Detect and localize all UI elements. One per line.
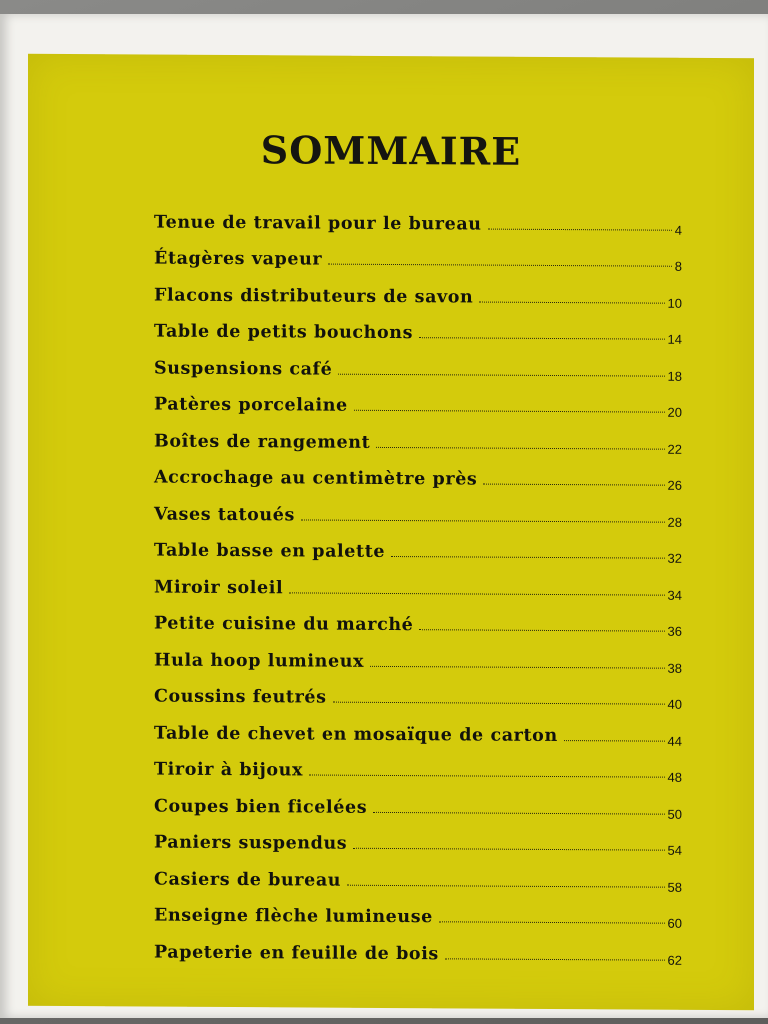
toc-page-number: 4 xyxy=(674,222,682,238)
toc-entry xyxy=(154,634,682,674)
dotted-leader xyxy=(479,300,664,303)
dotted-leader xyxy=(391,555,664,559)
toc-entry-label: Enseigne flèche lumineuse xyxy=(154,905,433,928)
toc-entry xyxy=(154,232,682,272)
toc-entry xyxy=(154,853,682,893)
toc-entry xyxy=(154,889,682,929)
book-page xyxy=(0,14,768,1018)
toc-entry-label: Casiers de bureau xyxy=(154,869,342,891)
yellow-panel xyxy=(28,54,754,1010)
dotted-leader xyxy=(301,518,665,522)
toc-entry xyxy=(154,269,682,309)
toc-entry xyxy=(154,488,682,528)
table-of-contents xyxy=(154,196,682,966)
toc-entry-label: Coussins feutrés xyxy=(154,686,327,708)
dotted-leader xyxy=(347,883,664,887)
toc-entry xyxy=(154,305,682,345)
toc-page-number: 38 xyxy=(667,660,682,676)
toc-page-number: 10 xyxy=(667,295,682,311)
toc-page-number: 8 xyxy=(674,258,682,274)
dotted-leader xyxy=(419,628,664,631)
toc-entry-label: Table de chevet en mosaïque de carton xyxy=(154,723,558,746)
toc-page-number: 50 xyxy=(667,806,682,822)
toc-entry-label: Accrochage au centimètre près xyxy=(154,467,478,490)
dotted-leader xyxy=(439,920,665,923)
toc-page-number: 14 xyxy=(667,331,682,347)
dotted-leader xyxy=(338,372,664,376)
toc-entry-label: Table de petits bouchons xyxy=(154,321,414,344)
toc-entry xyxy=(154,342,682,382)
toc-entry-label: Tiroir à bijoux xyxy=(154,759,303,781)
toc-entry xyxy=(154,816,682,856)
toc-entry-label: Coupes bien ficelées xyxy=(154,796,368,818)
toc-entry xyxy=(154,196,682,236)
toc-entry xyxy=(154,670,682,710)
toc-page-number: 44 xyxy=(667,733,682,749)
toc-entry xyxy=(154,707,682,747)
dotted-leader xyxy=(353,847,664,851)
dotted-leader xyxy=(376,445,664,449)
toc-entry xyxy=(154,561,682,601)
toc-entry-label: Table basse en palette xyxy=(154,540,386,562)
page-title: SOMMAIRE xyxy=(260,127,522,174)
toc-entry xyxy=(154,451,682,491)
dotted-leader xyxy=(373,810,664,814)
toc-entry xyxy=(154,378,682,418)
toc-page-number: 34 xyxy=(667,587,682,603)
toc-page-number: 18 xyxy=(667,368,682,384)
toc-page-number: 36 xyxy=(667,623,682,639)
toc-page-number: 26 xyxy=(667,477,682,493)
toc-entry-label: Paniers suspendus xyxy=(154,832,348,854)
dotted-leader xyxy=(333,701,665,705)
toc-page-number: 58 xyxy=(667,879,682,895)
toc-entry-label: Hula hoop lumineux xyxy=(154,650,365,672)
toc-page-number: 22 xyxy=(667,441,682,457)
toc-entry-label: Papeterie en feuille de bois xyxy=(154,942,439,964)
toc-entry-label: Petite cuisine du marché xyxy=(154,613,414,636)
dotted-leader xyxy=(488,227,672,230)
toc-page-number: 62 xyxy=(667,952,682,968)
toc-page-number: 40 xyxy=(667,696,682,712)
dotted-leader xyxy=(419,336,664,339)
toc-entry-label: Patères porcelaine xyxy=(154,394,348,416)
toc-entry xyxy=(154,415,682,455)
dotted-leader xyxy=(328,263,672,267)
dotted-leader xyxy=(309,773,665,777)
toc-page-number: 28 xyxy=(667,514,682,530)
toc-entry-label: Tenue de travail pour le bureau xyxy=(154,212,482,235)
dotted-leader xyxy=(370,664,664,668)
toc-entry xyxy=(154,780,682,820)
toc-entry-label: Étagères vapeur xyxy=(154,248,323,270)
toc-page-number: 54 xyxy=(667,842,682,858)
toc-page-number: 48 xyxy=(667,769,682,785)
toc-entry xyxy=(154,524,682,564)
dotted-leader xyxy=(289,591,664,595)
toc-entry xyxy=(154,597,682,637)
toc-page-number: 32 xyxy=(667,550,682,566)
toc-entry-label: Miroir soleil xyxy=(154,577,284,598)
dotted-leader xyxy=(564,739,665,742)
dotted-leader xyxy=(445,957,665,960)
toc-page-number: 20 xyxy=(667,404,682,420)
toc-entry-label: Suspensions café xyxy=(154,358,333,380)
toc-entry-label: Vases tatoués xyxy=(154,504,295,525)
toc-entry-label: Flacons distributeurs de savon xyxy=(154,285,474,308)
dotted-leader xyxy=(483,483,664,486)
toc-entry-label: Boîtes de rangement xyxy=(154,431,371,453)
toc-entry xyxy=(154,926,682,966)
dotted-leader xyxy=(354,409,665,413)
toc-entry xyxy=(154,743,682,783)
toc-page-number: 60 xyxy=(667,915,682,931)
